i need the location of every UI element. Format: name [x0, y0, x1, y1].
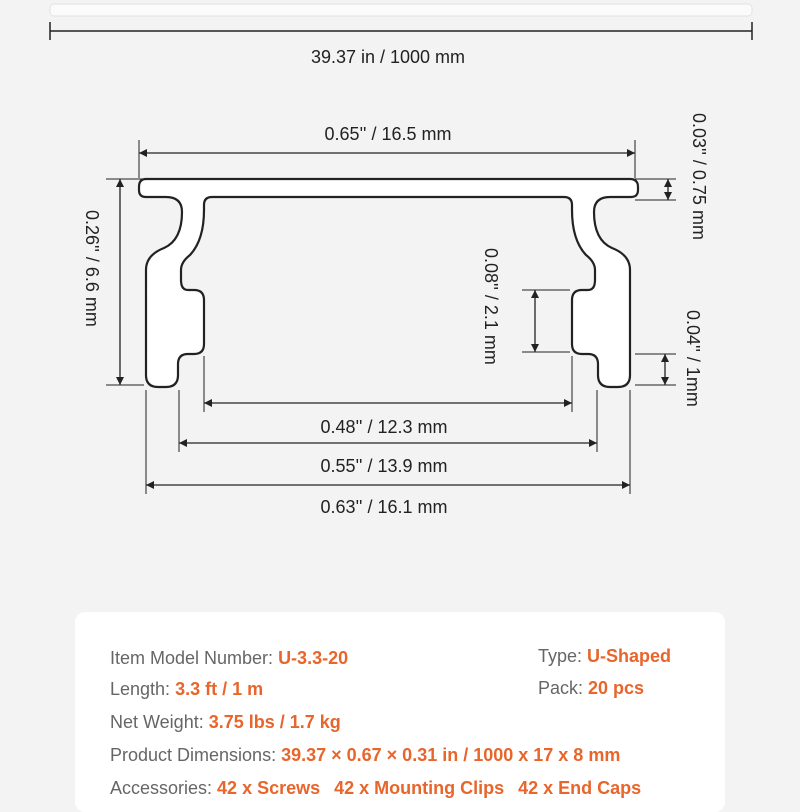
spec-model-label: Item Model Number:: [110, 648, 279, 668]
profile-strip: [50, 4, 752, 16]
spec-weight-value: 3.75 lbs / 1.7 kg: [208, 712, 341, 732]
outer-width-dimension: [146, 390, 630, 517]
spec-pack: [538, 678, 644, 699]
mid-width-label: 0.55'' / 13.9 mm: [320, 456, 448, 476]
spec-card: [75, 612, 725, 812]
flange-thickness-dimension: [635, 113, 709, 240]
accessory-mounting-clips: 42 x Mounting Clips: [334, 778, 505, 798]
spec-length-label: Length:: [110, 679, 176, 699]
spec-product-dimensions-label: Product Dimensions:: [110, 745, 282, 765]
accessory-screws: 42 x Screws: [217, 778, 321, 798]
bottom-lip-dimension: [635, 310, 703, 407]
clip-slot-dimension: [481, 248, 570, 365]
inner-width-label: 0.48'' / 12.3 mm: [320, 417, 448, 437]
flange-thickness-label: 0.03'' / 0.75 mm: [689, 113, 709, 240]
spec-pack-label: Pack:: [538, 678, 589, 698]
outer-width-label: 0.63'' / 16.1 mm: [320, 497, 448, 517]
spec-accessories-label: Accessories:: [110, 778, 218, 798]
spec-weight-label: Net Weight:: [110, 712, 209, 732]
spec-type: [538, 646, 671, 667]
spec-accessories: [110, 778, 641, 799]
spec-type-value: U-Shaped: [587, 646, 672, 666]
accessory-end-caps: 42 x End Caps: [518, 778, 642, 798]
spec-product-dimensions: [110, 745, 620, 766]
inner-width-dimension: [204, 356, 572, 437]
total-length-label: 39.37 in / 1000 mm: [310, 47, 466, 67]
spec-length: [110, 679, 263, 700]
spec-model: [110, 648, 348, 669]
profile-cross-section: [139, 179, 638, 387]
spec-type-label: Type:: [538, 646, 588, 666]
spec-length-value: 3.3 ft / 1 m: [175, 679, 264, 699]
top-width-dimension: [139, 124, 635, 178]
top-width-label: 0.65'' / 16.5 mm: [324, 124, 452, 144]
spec-pack-value: 20 pcs: [588, 678, 645, 698]
total-length-dimension: [50, 22, 752, 67]
bottom-lip-label: 0.04'' / 1mm: [683, 310, 703, 407]
spec-product-dimensions-value: 39.37 × 0.67 × 0.31 in / 1000 x 17 x 8 mm: [281, 745, 621, 765]
height-label: 0.26'' / 6.6 mm: [82, 210, 102, 327]
spec-weight: [110, 712, 341, 733]
spec-model-value: U-3.3-20: [278, 648, 349, 668]
height-dimension: [82, 179, 144, 385]
clip-slot-label: 0.08'' / 2.1 mm: [481, 248, 501, 365]
